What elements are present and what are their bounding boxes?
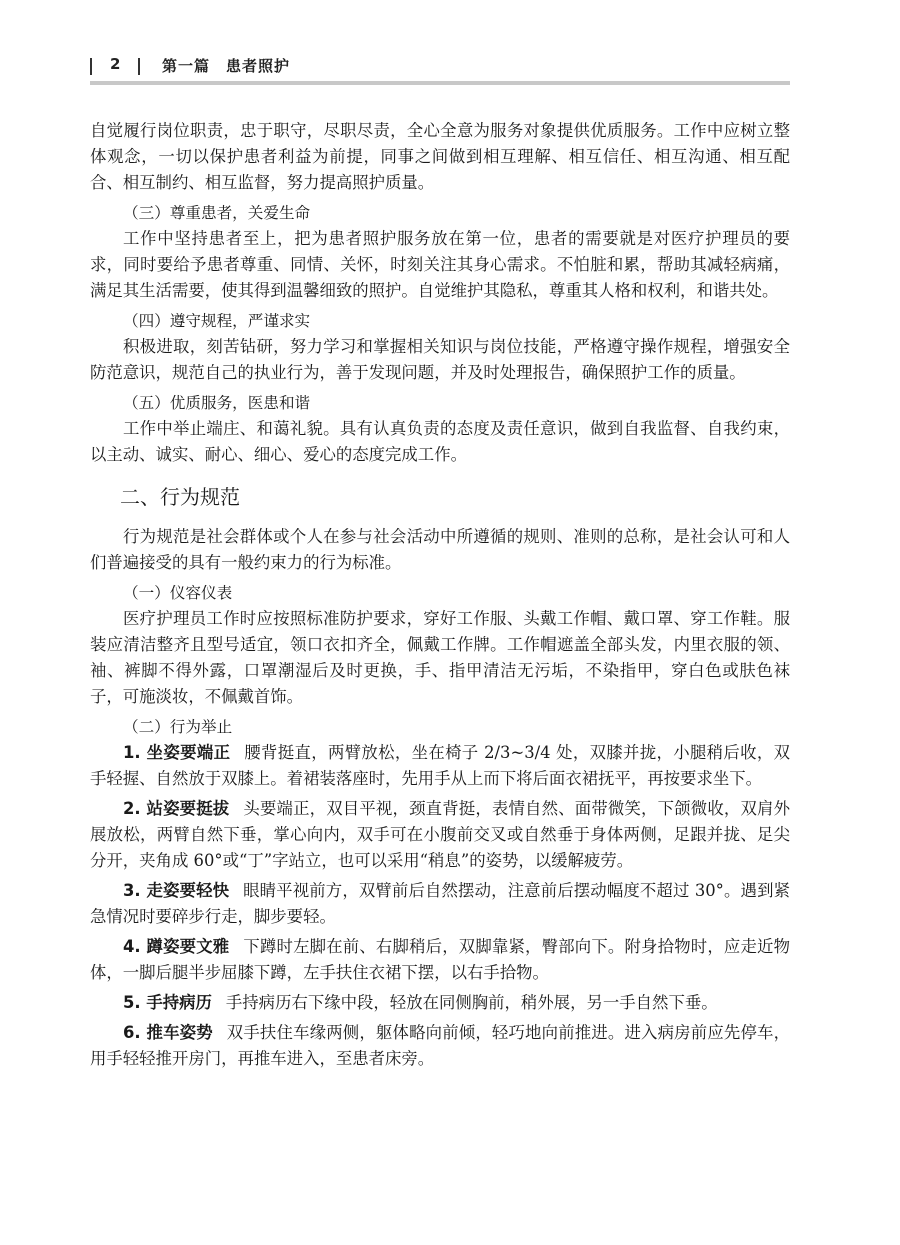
item-text: 腰背挺直，两臂放松，坐在椅子 2/3~3/4 处，双膝并拢，小腿稍后收，双手轻握、自然放于双膝上。着裙装落座时，先用手从上而下将后面衣裙抚平，再按要求坐下。 bbox=[90, 743, 790, 788]
item-keyword: 6. 推车姿势 bbox=[123, 1023, 213, 1042]
running-header bbox=[90, 54, 790, 80]
item-keyword: 1. 坐姿要端正 bbox=[123, 743, 231, 762]
section-heading: 二、行为规范 bbox=[120, 485, 240, 509]
list-item bbox=[90, 990, 790, 1016]
item-text: 眼睛平视前方，双臂前后自然摆动，注意前后摆动幅度不超过 30°。遇到紧急情况时要碎步行走，脚步要轻。 bbox=[90, 881, 790, 926]
header-divider bbox=[138, 58, 140, 75]
subsection-heading: （四）遵守规程，严谨求实 bbox=[123, 312, 311, 330]
page-body bbox=[90, 118, 790, 1076]
page-number: 2 bbox=[110, 55, 121, 73]
item-keyword: 2. 站姿要挺拔 bbox=[123, 799, 230, 818]
item-text: 下蹲时左脚在前、右脚稍后，双脚靠紧，臀部向下。附身拾物时，应走近物体，一脚后腿半步屈膝下蹲，左手扶住衣裙下摆，以右手拾物。 bbox=[90, 937, 791, 982]
item-text: 头要端正，双目平视，颈直背挺，表情自然、面带微笑，下颌微收，双肩外展放松，两臂自然下垂，掌心向内，双手可在小腹前交叉或自然垂于身体两侧，足跟并拢、足尖分开，夹角成 60°或“丁”字站立，也可以采用“稍息”的姿势，以缓解疲劳。 bbox=[90, 799, 791, 870]
header-divider bbox=[90, 58, 92, 75]
subsection-heading: （五）优质服务，医患和谐 bbox=[123, 394, 311, 412]
paragraph: 工作中坚持患者至上，把为患者照护服务放在第一位，患者的需要就是对医疗护理员的要求，同时要给予患者尊重、同情、关怀，时刻关注其身心需求。不怕脏和累，帮助其减轻病痛，满足其生活需要，使其得到温馨细致的照护。自觉维护其隐私，尊重其人格和权利，和谐共处。 bbox=[90, 229, 790, 300]
item-text: 手持病历右下缘中段，轻放在同侧胸前，稍外展，另一手自然下垂。 bbox=[225, 993, 718, 1012]
header-rule bbox=[90, 81, 790, 85]
list-item bbox=[90, 878, 790, 930]
header-title: 第一篇 患者照护 bbox=[162, 57, 291, 75]
item-text: 双手扶住车缘两侧，躯体略向前倾，轻巧地向前推进。进入病房前应先停车，用手轻轻推开房门，再推车进入，至患者床旁。 bbox=[90, 1023, 790, 1068]
list-item bbox=[90, 1020, 790, 1072]
subsection-heading: （三）尊重患者，关爱生命 bbox=[123, 204, 311, 222]
paragraph: 积极进取，刻苦钻研，努力学习和掌握相关知识与岗位技能，严格遵守操作规程，增强安全防范意识，规范自己的执业行为，善于发现问题，并及时处理报告，确保照护工作的质量。 bbox=[90, 337, 790, 382]
subsection-heading: （二）行为举止 bbox=[123, 718, 233, 736]
item-keyword: 3. 走姿要轻快 bbox=[123, 881, 230, 900]
paragraph: 行为规范是社会群体或个人在参与社会活动中所遵循的规则、准则的总称，是社会认可和人们普遍接受的具有一般约束力的行为标准。 bbox=[90, 527, 790, 572]
paragraph: 医疗护理员工作时应按照标准防护要求，穿好工作服、头戴工作帽、戴口罩、穿工作鞋。服装应清洁整齐且型号适宜，领口衣扣齐全，佩戴工作牌。工作帽遮盖全部头发，内里衣服的领、袖、裤脚不得外露，口罩潮湿后及时更换，手、指甲清洁无污垢，不染指甲，穿白色或肤色袜子，可施淡妆，不佩戴首饰。 bbox=[90, 609, 790, 706]
list-item bbox=[90, 740, 790, 792]
subsection-heading: （一）仪容仪表 bbox=[123, 584, 233, 602]
item-keyword: 4. 蹲姿要文雅 bbox=[123, 937, 230, 956]
item-keyword: 5. 手持病历 bbox=[123, 993, 212, 1012]
paragraph: 自觉履行岗位职责，忠于职守，尽职尽责，全心全意为服务对象提供优质服务。工作中应树立整体观念，一切以保护患者利益为前提，同事之间做到相互理解、相互信任、相互沟通、相互配合、相互制约、相互监督，努力提高照护质量。 bbox=[90, 121, 790, 192]
list-item bbox=[90, 796, 790, 874]
list-item bbox=[90, 934, 790, 986]
paragraph: 工作中举止端庄、和蔼礼貌。具有认真负责的态度及责任意识，做到自我监督、自我约束，以主动、诚实、耐心、细心、爱心的态度完成工作。 bbox=[90, 419, 790, 464]
